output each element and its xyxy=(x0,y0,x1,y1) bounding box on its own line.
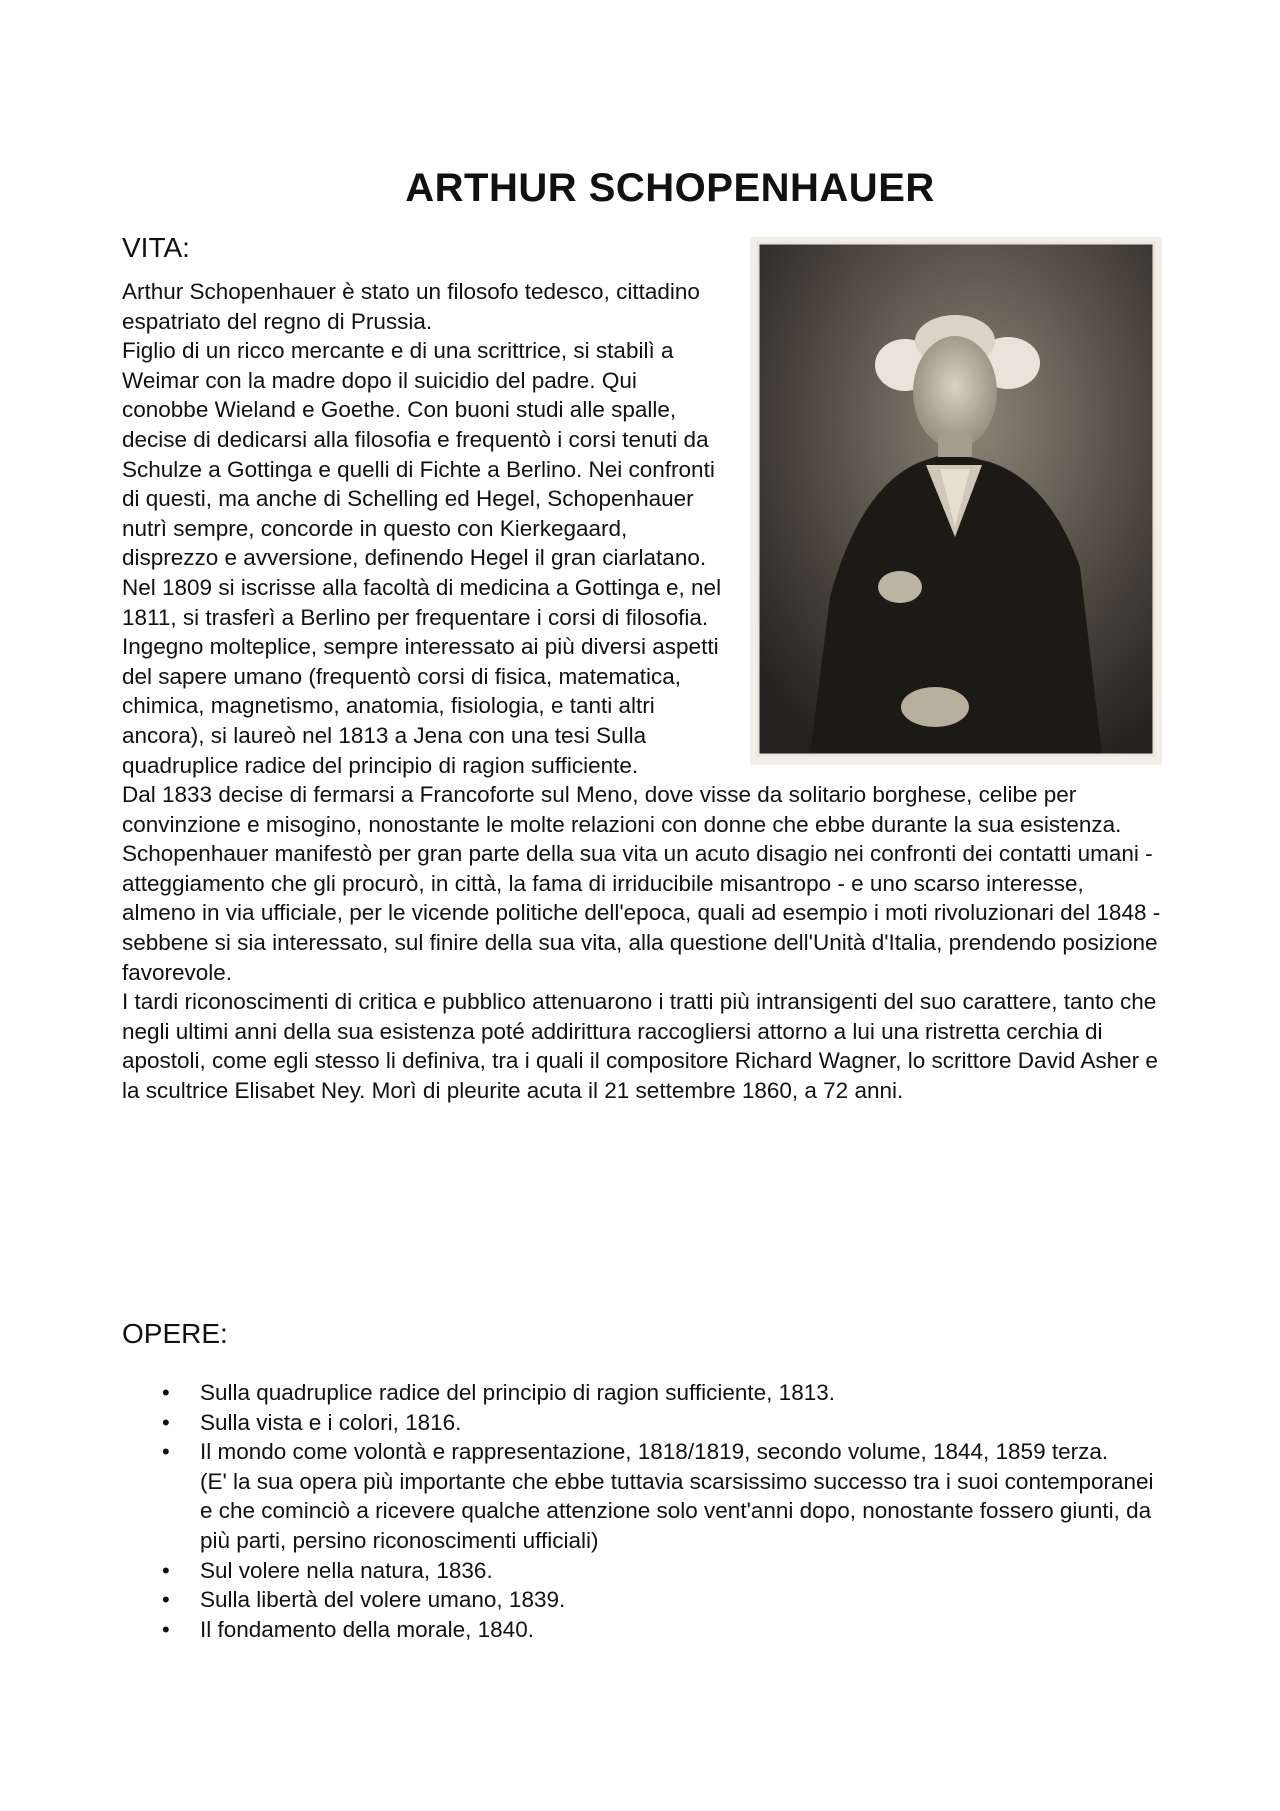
work-title: Il mondo come volontà e rappresentazione, 1818/1819, secondo volume, 1844, 1859 terza. xyxy=(200,1439,1109,1465)
works-list xyxy=(122,1378,1162,1644)
bullet-icon: • xyxy=(162,1616,170,1642)
list-item xyxy=(122,1615,1162,1645)
list-item xyxy=(122,1378,1162,1408)
list-item xyxy=(122,1437,1162,1555)
bio-paragraph: Dal 1833 decise di fermarsi a Francoforte sul Meno, dove visse da solitario borghese, celibe per convinzione e misogino, nonostante le molte relazioni con donne che ebbe durante la sua esistenza. Schopenhauer manifestò per gran parte della sua vita un acuto disagio nei confronti dei contatti umani - atteggiamento che gli procurò, in città, la fama di irriducibile misantropo - e uno scarso interesse, almeno in via ufficiale, per le vicende politiche dell'epoca, quali ad esempio i moti rivoluzionari del 1848 - sebbene si sia interessato, sul finire della sua vita, alla questione dell'Unità d'Italia, prendendo posizione favorevole. xyxy=(122,782,1161,985)
section-heading-vita: VITA: xyxy=(122,232,190,263)
page-title: ARTHUR SCHOPENHAUER xyxy=(405,166,935,210)
work-title: Il fondamento della morale, 1840. xyxy=(200,1616,534,1642)
portrait-illustration xyxy=(750,237,1162,765)
work-title: Sulla quadruplice radice del principio di ragion sufficiente, 1813. xyxy=(200,1380,835,1405)
bullet-icon: • xyxy=(162,1409,170,1435)
bio-paragraph: I tardi riconoscimenti di critica e pubblico attenuarono i tratti più intransigenti del suo carattere, tanto che negli ultimi anni della sua esistenza poté addirittura raccogliersi attorno a lui una ristretta cerchia di apostoli, come egli stesso li definiva, tra i quali il compositore Richard Wagner, lo scrittore David Asher e la scultrice Elisabet Ney. Morì di pleurite acuta il 21 settembre 1860, a 72 anni. xyxy=(122,989,1158,1104)
list-item xyxy=(122,1556,1162,1586)
work-title: Sulla vista e i colori, 1816. xyxy=(200,1409,462,1435)
bio-paragraph: Arthur Schopenhauer è stato un filosofo tedesco, cittadino espatriato del regno di Prussia. xyxy=(122,279,700,334)
work-note: (E' la sua opera più importante che ebbe tuttavia scarsissimo successo tra i suoi contemporanei e che cominciò a ricevere qualche attenzione solo vent'anni dopo, nonostante fossero giunti, da più parti, persino riconoscimenti ufficiali) xyxy=(200,1468,1154,1553)
bio-paragraph: Figlio di un ricco mercante e di una scrittrice, si stabilì a Weimar con la madre dopo il suicidio del padre. Qui conobbe Wieland e Goethe. Con buoni studi alle spalle, decise di dedicarsi alla filosofia e frequentò i corsi tenuti da Schulze a Gottinga e quelli di Fichte a Berlino. Nei confronti di questi, ma anche di Schelling ed Hegel, Schopenhauer nutrì sempre, concorde in questo con Kierkegaard, disprezzo e avversione, definendo Hegel il gran ciarlatano. xyxy=(122,338,715,571)
list-item xyxy=(122,1585,1162,1615)
list-item xyxy=(122,1408,1162,1438)
bio-paragraph: Nel 1809 si iscrisse alla facoltà di medicina a Gottinga e, nel 1811, si trasferì a Berlino per frequentare i corsi di filosofia. Ingegno molteplice, sempre interessato ai più diversi aspetti del sapere umano (frequentò corsi di fisica, matematica, chimica, magnetismo, anatomia, fisiologia, e tanti altri ancora), si laureò nel 1813 a Jena con una tesi Sulla quadruplice radice del principio di ragion sufficiente. xyxy=(122,574,722,778)
bullet-icon: • xyxy=(162,1380,170,1405)
biography-text xyxy=(122,277,1162,1106)
bullet-icon: • xyxy=(162,1557,170,1583)
work-title: Sul volere nella natura, 1836. xyxy=(200,1557,493,1583)
bullet-icon: • xyxy=(162,1587,170,1613)
section-heading-opere: OPERE: xyxy=(122,1318,228,1349)
bullet-icon: • xyxy=(162,1439,170,1465)
portrait-photo xyxy=(750,237,1162,765)
work-title: Sulla libertà del volere umano, 1839. xyxy=(200,1587,566,1613)
